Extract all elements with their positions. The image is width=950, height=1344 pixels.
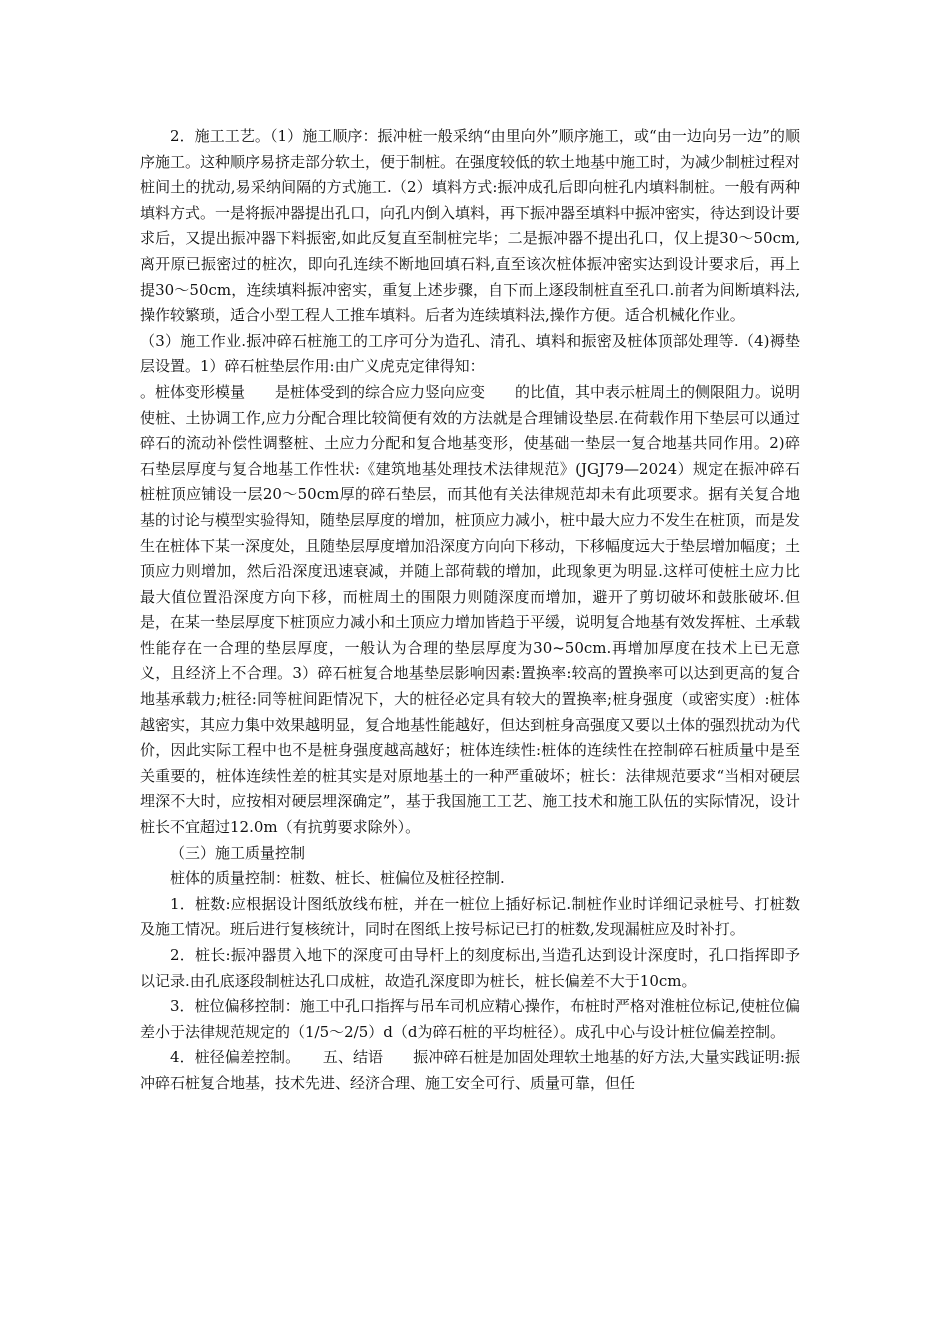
paragraph-construction-process: 2．施工工艺。（1）施工顺序：振冲桩一般采纳“由里向外”顺序施工，或“由一边向另一边”的顺序施工。这种顺序易挤走部分软土，便于制桩。在强度较低的软土地基中施工时，为减少制桩过程对桩间土的扰动,易采纳间隔的方式施工.（2）填料方式:振冲成孔后即向桩孔内填料制桩。一般有两种填料方式。一是将振冲器提出孔口，向孔内倒入填料，再下振冲器至填料中振冲密实，待达到设计要求后，又提出振冲器下料振密,如此反复直至制桩完毕；二是振冲器不提出孔口，仅上提30～50cm,离开原已振密过的桩次，即向孔连续不断地回填石料,直至该次桩体振冲密实达到设计要求后，再上提30～50cm，连续填料振冲密实，重复上述步骤，自下而上逐段制桩直至孔口.前者为间断填料法,操作较繁琐，适合小型工程人工推车填料。后者为连续填料法,操作方便。适合机械化作业。 [140, 127, 801, 325]
paragraph-quality-overview: 桩体的质量控制：桩数、桩长、桩偏位及桩径控制. [170, 869, 505, 888]
paragraph-pile-count: 1．桩数:应根据设计图纸放线布桩，并在一桩位上插好标记.制桩作业时详细记录桩号、打桩数及施工情况。班后进行复核统计，同时在图纸上按号标记已打的桩数,发现漏桩应及时补打。 [140, 894, 800, 939]
paragraph-cushion-layer: 。桩体变形模量 是桩体受到的综合应力竖向应变 的比值，其中表示桩周土的侧限阻力。说明使桩、土协调工作,应力分配合理比较简便有效的方法就是合理铺设垫层.在荷载作用下垫层可以通过碎石的流动补偿性调整桩、土应力分配和复合地基变形，使基础一垫层一复合地基共同作用。2)碎石垫层厚度与复合地基工作性状:《建筑地基处理技术法律规范》(JGJ79—2024）规定在振冲碎石桩桩顶应铺设一层20～50cm厚的碎石垫层，而其他有关法律规范却未有此项要求。据有关复合地基的讨论与模型实验得知，随垫层厚度的增加，桩顶应力减小，桩中最大应力不发生在桩顶，而是发生在桩体下某一深度处，且随垫层厚度增加沿深度方向向下移动，下移幅度远大于垫层增加幅度；土顶应力则增加，然后沿深度迅速衰减，并随上部荷载的增加，此现象更为明显.这样可使桩土应力比最大值位置沿深度方向下移，而桩周土的围限力则随深度而增加，避开了剪切破坏和鼓胀破坏.但是，在某一垫层厚度下桩顶应力减小和土顶应力增加皆趋于平缓，说明复合地基有效发挥桩、土承载性能存在一合理的垫层厚度，一般认为合理的垫层厚度为30~50cm.再增加厚度在技术上已无意义，且经济上不合理。3）碎石桩复合地基垫层影响因素:置换率:较高的置换率可以达到更高的复合地基承载力;桩径:同等桩间距情况下，大的桩径必定具有较大的置换率;桩身强度（或密实度）:桩体越密实，其应力集中效果越明显，复合地基性能越好，但达到桩身高强度又要以土体的强烈扰动为代价，因此实际工程中也不是桩身强度越高越好；桩体连续性:桩体的连续性在控制碎石桩质量中是至关重要的，桩体连续性差的桩其实是对原地基土的一种严重破坏；桩长：法律规范要求“当相对硬层埋深不大时，应按相对硬层埋深确定”，基于我国施工工艺、施工技术和施工队伍的实际情况，设计桩长不宜超过12.0m（有抗剪要求除外）。 [140, 382, 801, 837]
document-body [140, 124, 800, 1097]
paragraph-pile-offset: 3．桩位偏移控制：施工中孔口指挥与吊车司机应精心操作，布桩时严格对淮桩位标记,使桩位偏差小于法律规范规定的（1/5～2/5）d（d为碎石桩的平均桩径）。成孔中心与设计桩位偏差控制。 [140, 997, 800, 1041]
paragraph-pile-diameter-conclusion: 4．桩径偏差控制。 五、结语 振冲碎石桩是加固处理软土地基的好方法,大量实践证明:振冲碎石桩复合地基，技术先进、经济合理、施工安全可行、质量可靠，但任 [140, 1048, 800, 1092]
paragraph-construction-operation: （3）施工作业.振冲碎石桩施工的工序可分为造孔、清孔、填料和振密及桩体顶部处理等.（4)褥垫层设置。1）碎石桩垫层作用:由广义虎克定律得知： [140, 331, 800, 376]
paragraph-pile-length: 2．桩长:振冲器贯入地下的深度可由导杆上的刻度标出,当造孔达到设计深度时，孔口指挥即予以记录.由孔底逐段制桩达孔口成桩，故造孔深度即为桩长，桩长偏差不大于10cm。 [140, 946, 800, 990]
section-heading-quality-control: （三）施工质量控制 [170, 843, 306, 862]
